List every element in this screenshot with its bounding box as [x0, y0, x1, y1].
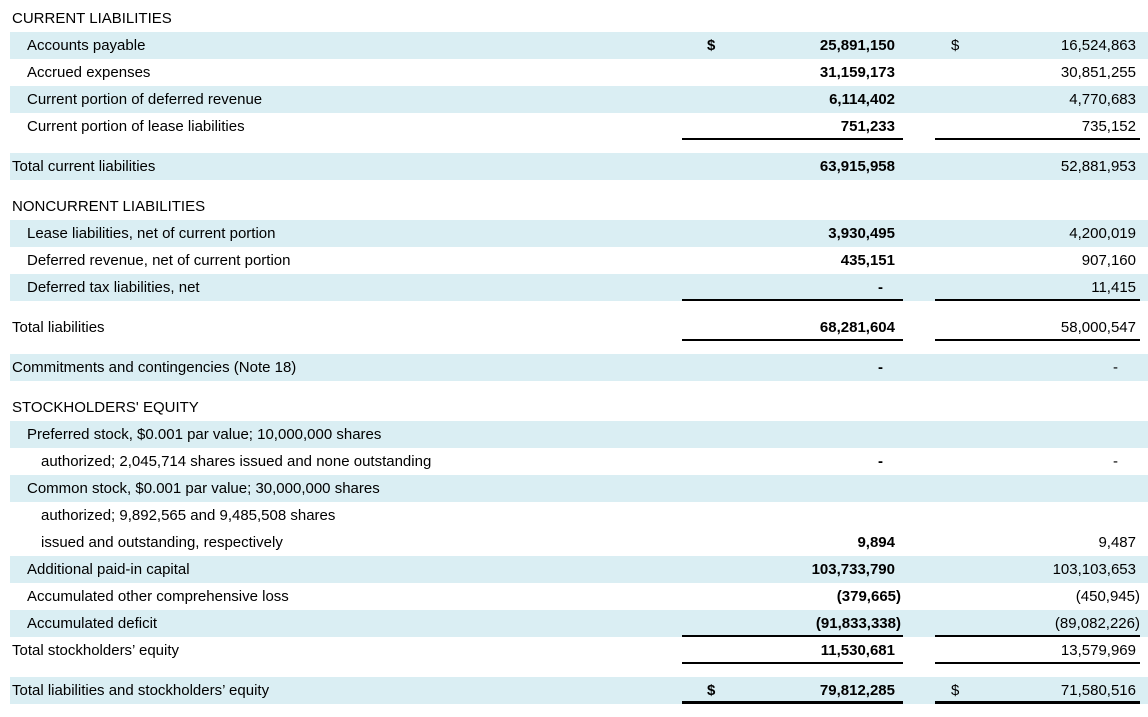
item-row	[10, 583, 1148, 610]
value-col1: 9,894	[857, 534, 895, 551]
value-col2: 52,881,953	[1060, 158, 1136, 175]
section-row	[10, 5, 1148, 32]
value-cell-col1	[682, 421, 903, 448]
value-cell-col1	[682, 153, 903, 180]
value-col2: 103,103,653	[1052, 561, 1136, 578]
value-cell-col1	[682, 394, 903, 421]
value-cell-col2	[935, 354, 1140, 381]
row-label: Lease liabilities, net of current portion	[27, 225, 276, 242]
value-col2: 11,415	[1091, 279, 1136, 296]
value-col1: 435,151	[840, 252, 895, 269]
value-col2: (450,945)	[1075, 588, 1140, 605]
value-col2: (89,082,226)	[1054, 615, 1140, 632]
value-cell-col1	[682, 220, 903, 247]
row-label: issued and outstanding, respectively	[41, 534, 283, 551]
value-cell-col2	[935, 86, 1140, 113]
value-col1: 103,733,790	[811, 561, 895, 578]
total-row	[10, 314, 1148, 341]
item-row	[10, 610, 1148, 637]
value-col1: 6,114,402	[829, 91, 895, 108]
spacer-row	[0, 664, 1148, 677]
value-cell-col2	[935, 637, 1140, 664]
value-col2: 9,487	[1098, 534, 1136, 551]
value-cell-col1	[682, 583, 903, 610]
value-col2: -	[1113, 453, 1118, 470]
value-col1: -	[878, 453, 883, 470]
row-label: Additional paid-in capital	[27, 561, 190, 578]
row-label: authorized; 9,892,565 and 9,485,508 shares	[41, 507, 336, 524]
spacer-row	[0, 341, 1148, 354]
total-row	[10, 354, 1148, 381]
row-label: authorized; 2,045,714 shares issued and none outstanding	[41, 453, 432, 470]
item-row	[10, 59, 1148, 86]
row-label: Deferred revenue, net of current portion	[27, 252, 291, 269]
item-row	[10, 113, 1148, 140]
row-label: Current portion of lease liabilities	[27, 118, 245, 135]
value-cell-col1	[682, 529, 903, 556]
row-label: Preferred stock, $0.001 par value; 10,000,000 shares	[27, 426, 382, 443]
item-row	[10, 220, 1148, 247]
row-label: Accumulated deficit	[27, 615, 158, 632]
item-row	[10, 475, 1148, 502]
value-col1: -	[878, 279, 883, 296]
value-col1: 79,812,285	[819, 682, 895, 699]
value-cell-col2	[935, 556, 1140, 583]
value-cell-col1	[682, 354, 903, 381]
row-label: Commitments and contingencies (Note 18)	[12, 359, 297, 376]
value-cell-col1	[682, 502, 903, 529]
value-cell-col2	[935, 113, 1140, 140]
value-cell-col2	[935, 475, 1140, 502]
spacer-row	[0, 140, 1148, 153]
value-cell-col1	[682, 59, 903, 86]
row-label: Common stock, $0.001 par value; 30,000,000 shares	[27, 480, 380, 497]
value-cell-col1	[682, 247, 903, 274]
value-cell-col2	[935, 32, 1140, 59]
row-label: Deferred tax liabilities, net	[27, 279, 200, 296]
value-col1: 63,915,958	[819, 158, 895, 175]
row-label: Total stockholders’ equity	[12, 642, 180, 659]
value-col2: -	[1113, 359, 1118, 376]
value-col1: 3,930,495	[828, 225, 895, 242]
value-cell-col2	[935, 274, 1140, 301]
value-col2: 71,580,516	[1060, 682, 1136, 699]
value-cell-col2	[935, 394, 1140, 421]
row-label: Total liabilities and stockholders’ equity	[12, 682, 270, 699]
row-label: Total liabilities	[12, 319, 105, 336]
row-label: Accumulated other comprehensive loss	[27, 588, 289, 605]
currency-symbol-col1: $	[707, 682, 716, 699]
value-cell-col2	[935, 314, 1140, 341]
section-row	[10, 394, 1148, 421]
value-cell-col2	[935, 153, 1140, 180]
item-row	[10, 529, 1148, 556]
item-row	[10, 502, 1148, 529]
value-cell-col1	[682, 556, 903, 583]
item-row	[10, 32, 1148, 59]
value-col1: 11,530,681	[820, 642, 895, 659]
currency-symbol-col1: $	[707, 37, 716, 54]
value-cell-col2	[935, 5, 1140, 32]
spacer-row	[0, 180, 1148, 193]
value-cell-col2	[935, 677, 1140, 704]
value-col1: 68,281,604	[819, 319, 895, 336]
row-label: CURRENT LIABILITIES	[12, 10, 172, 27]
value-cell-col1	[682, 193, 903, 220]
value-cell-col1	[682, 5, 903, 32]
value-cell-col1	[682, 314, 903, 341]
value-cell-col2	[935, 448, 1140, 475]
section-row	[10, 193, 1148, 220]
item-row	[10, 274, 1148, 301]
value-cell-col2	[935, 220, 1140, 247]
value-col2: 30,851,255	[1060, 64, 1136, 81]
value-cell-col2	[935, 583, 1140, 610]
item-row	[10, 421, 1148, 448]
currency-symbol-col2: $	[951, 682, 960, 699]
row-label: Total current liabilities	[12, 158, 156, 175]
value-cell-col1	[682, 637, 903, 664]
value-cell-col2	[935, 193, 1140, 220]
item-row	[10, 86, 1148, 113]
grand-total-row	[10, 677, 1148, 704]
value-col2: 13,579,969	[1060, 642, 1136, 659]
row-label: STOCKHOLDERS' EQUITY	[12, 399, 199, 416]
value-cell-col1	[682, 32, 903, 59]
value-col2: 907,160	[1081, 252, 1136, 269]
value-col1: 751,233	[840, 118, 895, 135]
row-label: NONCURRENT LIABILITIES	[12, 198, 206, 215]
total-row	[10, 153, 1148, 180]
value-cell-col2	[935, 247, 1140, 274]
value-cell-col1	[682, 113, 903, 140]
value-col2: 735,152	[1081, 118, 1136, 135]
total-row	[10, 637, 1148, 664]
spacer-row	[0, 301, 1148, 314]
value-cell-col1	[682, 274, 903, 301]
value-col1: 31,159,173	[819, 64, 895, 81]
value-cell-col2	[935, 59, 1140, 86]
item-row	[10, 448, 1148, 475]
value-col2: 58,000,547	[1060, 319, 1136, 336]
value-col1: 25,891,150	[819, 37, 895, 54]
row-label: Current portion of deferred revenue	[27, 91, 263, 108]
value-col1: -	[878, 359, 883, 376]
value-col2: 16,524,863	[1060, 37, 1136, 54]
spacer-row	[0, 381, 1148, 394]
value-cell-col2	[935, 502, 1140, 529]
value-cell-col1	[682, 86, 903, 113]
value-col1: (91,833,338)	[815, 615, 901, 632]
value-cell-col1	[682, 448, 903, 475]
value-cell-col1	[682, 475, 903, 502]
item-row	[10, 247, 1148, 274]
row-label: Accrued expenses	[27, 64, 151, 81]
value-cell-col2	[935, 421, 1140, 448]
item-row	[10, 556, 1148, 583]
value-col2: 4,200,019	[1069, 225, 1136, 242]
value-col2: 4,770,683	[1069, 91, 1136, 108]
currency-symbol-col2: $	[951, 37, 960, 54]
value-cell-col2	[935, 529, 1140, 556]
value-col1: (379,665)	[836, 588, 901, 605]
row-label: Accounts payable	[27, 37, 146, 54]
value-cell-col2	[935, 610, 1140, 637]
value-cell-col1	[682, 677, 903, 704]
value-cell-col1	[682, 610, 903, 637]
